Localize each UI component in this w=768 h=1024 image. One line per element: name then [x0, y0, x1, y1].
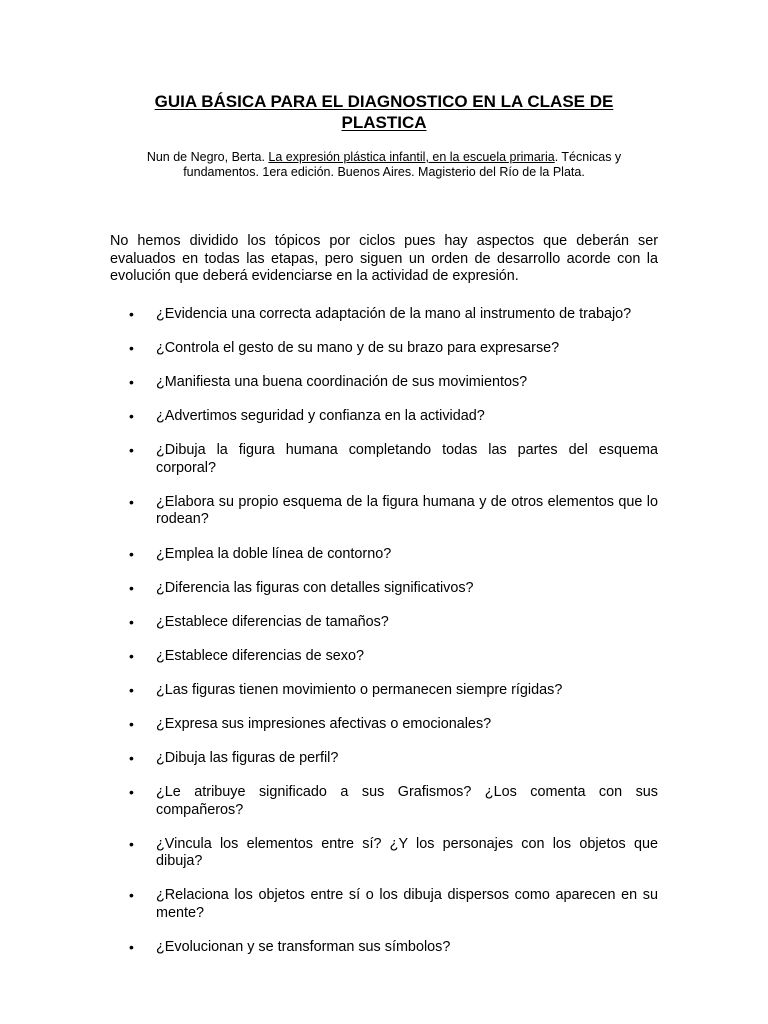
question-text: ¿Emplea la doble línea de contorno? [156, 545, 392, 562]
list-item [110, 374, 658, 392]
question-text: ¿Controla el gesto de su mano y de su brazo para expresarse? [156, 340, 560, 357]
bullet-icon: • [129, 939, 134, 955]
question-text: ¿Relaciona los objetos entre sí o los dibuja dispersos como aparecen en su mente? [156, 887, 658, 921]
list-item [110, 408, 658, 426]
question-text: ¿Dibuja la figura humana completando todas las partes del esquema corporal? [156, 442, 658, 476]
question-text: ¿Evolucionan y se transforman sus símbolos? [156, 939, 451, 955]
question-text: ¿Vincula los elementos entre sí? ¿Y los personajes con los objetos que dibuja? [156, 835, 658, 870]
bullet-icon: • [129, 784, 134, 801]
bullet-icon: • [129, 835, 134, 852]
question-text: ¿Expresa sus impresiones afectivas o emocionales? [156, 716, 492, 733]
question-text: ¿Las figuras tienen movimiento o permanecen siempre rígidas? [156, 681, 563, 698]
list-item [110, 580, 658, 598]
bullet-icon: • [129, 716, 134, 733]
document-title: GUIA BÁSICA PARA EL DIAGNOSTICO EN LA CLASE DE PLASTICA [154, 92, 614, 132]
list-item [110, 716, 658, 734]
reference-author: Nun de Negro, Berta. [146, 150, 269, 164]
list-item [110, 682, 658, 700]
bullet-icon: • [129, 493, 134, 510]
question-text: ¿Dibuja las figuras de perfil? [156, 750, 339, 767]
question-text: ¿Elabora su propio esquema de la figura humana y de otros elementos que lo rodean? [156, 493, 658, 528]
question-text: ¿Diferencia las figuras con detalles significativos? [156, 579, 474, 596]
list-item [110, 494, 658, 529]
intro-paragraph: No hemos dividido los tópicos por ciclos pues hay aspectos que deberán ser evaluados en todas las etapas, pero siguen un orden de desarrollo acorde con la evolución que deberá evidenciarse en la actividad de expresión. [110, 233, 658, 284]
question-text: ¿Establece diferencias de tamaños? [156, 613, 389, 630]
list-item [110, 836, 658, 871]
bullet-icon: • [129, 306, 134, 322]
bullet-icon: • [129, 579, 134, 596]
list-item [110, 442, 658, 477]
bullet-icon: • [129, 442, 134, 459]
list-item [110, 750, 658, 768]
bullet-icon: • [129, 613, 134, 630]
bullet-icon: • [129, 374, 134, 391]
bullet-icon: • [129, 681, 134, 698]
question-text: ¿Le atribuye significado a sus Grafismos? ¿Los comenta con sus compañeros? [156, 784, 658, 818]
question-text: ¿Manifiesta una buena coordinación de sus movimientos? [156, 374, 528, 391]
list-item [110, 648, 658, 666]
diagnostic-question-list [110, 306, 658, 973]
bibliographic-reference [110, 150, 658, 180]
bullet-icon: • [129, 750, 134, 767]
bullet-icon: • [129, 887, 134, 904]
question-text: ¿Establece diferencias de sexo? [156, 647, 364, 664]
list-item [110, 887, 658, 922]
list-item [110, 939, 658, 957]
list-item [110, 784, 658, 819]
list-item [110, 614, 658, 632]
bullet-icon: • [129, 647, 134, 664]
bullet-icon: • [129, 340, 134, 357]
list-item [110, 340, 658, 358]
reference-book-title: La expresión plástica infantil, en la escuela primaria [268, 150, 555, 164]
bullet-icon: • [129, 408, 134, 425]
question-text: ¿Evidencia una correcta adaptación de la mano al instrumento de trabajo? [156, 306, 632, 322]
bullet-icon: • [129, 545, 134, 562]
list-item [110, 306, 658, 324]
reference-details: . Técnicas y fundamentos. 1era edición. Buenos Aires. Magisterio del Río de la Plata. [183, 150, 622, 179]
question-text: ¿Advertimos seguridad y confianza en la actividad? [156, 408, 485, 425]
list-item [110, 546, 658, 564]
